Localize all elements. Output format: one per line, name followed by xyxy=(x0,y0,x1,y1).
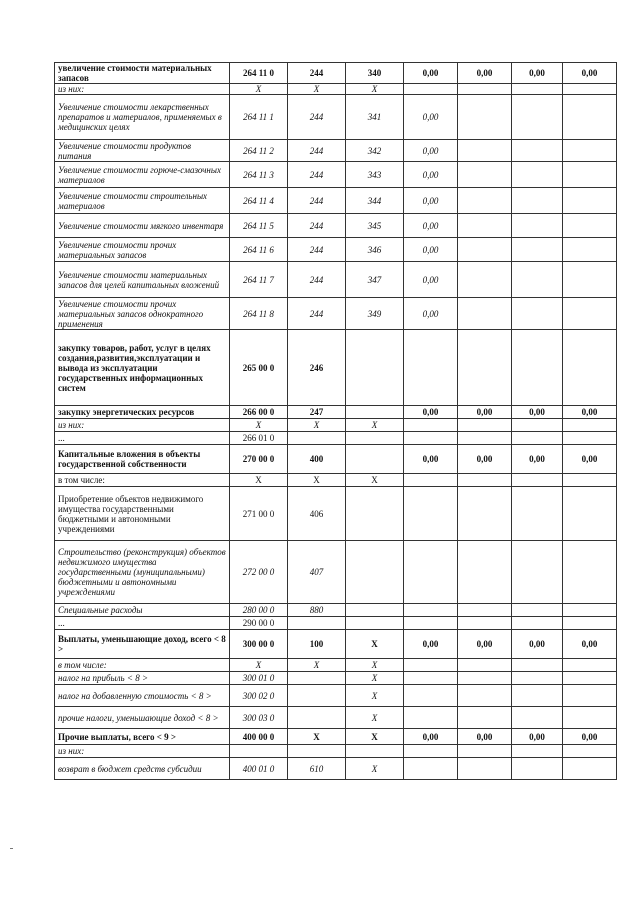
kvr-code-cell xyxy=(346,487,404,541)
kosgu-code-cell: X xyxy=(288,419,346,432)
value-1-cell xyxy=(404,432,458,445)
value-2-cell xyxy=(458,707,512,729)
kvr-code-cell: 344 xyxy=(346,188,404,214)
row-name-cell: Приобретение объектов недвижимого имущества государственными бюджетными и автономными учреждениями xyxy=(55,487,230,541)
row-name-cell: возврат в бюджет средств субсидии xyxy=(55,758,230,780)
table-row xyxy=(55,432,617,445)
row-code-cell: 300 03 0 xyxy=(230,707,288,729)
value-4-cell xyxy=(563,672,617,685)
value-1-cell xyxy=(404,419,458,432)
kvr-code-cell: X xyxy=(346,474,404,487)
value-3-cell xyxy=(512,214,563,238)
value-3-cell xyxy=(512,419,563,432)
row-code-cell: 266 00 0 xyxy=(230,406,288,419)
value-1-cell xyxy=(404,758,458,780)
table-row xyxy=(55,474,617,487)
row-code-cell: 264 11 1 xyxy=(230,95,288,140)
kosgu-code-cell: 407 xyxy=(288,541,346,604)
kosgu-code-cell: 244 xyxy=(288,262,346,298)
row-code-cell: X xyxy=(230,84,288,95)
kvr-code-cell: 340 xyxy=(346,63,404,84)
table-row xyxy=(55,63,617,84)
kvr-code-cell: 349 xyxy=(346,298,404,330)
kosgu-code-cell: 244 xyxy=(288,188,346,214)
value-1-cell: 0,00 xyxy=(404,63,458,84)
value-1-cell: 0,00 xyxy=(404,162,458,188)
kosgu-code-cell: 880 xyxy=(288,604,346,617)
value-4-cell xyxy=(563,659,617,672)
value-4-cell xyxy=(563,617,617,630)
row-code-cell: 265 00 0 xyxy=(230,330,288,406)
table-row xyxy=(55,745,617,758)
table-row xyxy=(55,406,617,419)
value-1-cell: 0,00 xyxy=(404,238,458,262)
kvr-code-cell xyxy=(346,745,404,758)
value-4-cell xyxy=(563,95,617,140)
value-2-cell: 0,00 xyxy=(458,445,512,474)
row-name-cell: закупку энергетических ресурсов xyxy=(55,406,230,419)
value-2-cell xyxy=(458,617,512,630)
value-1-cell xyxy=(404,685,458,707)
kosgu-code-cell: 244 xyxy=(288,298,346,330)
value-3-cell xyxy=(512,541,563,604)
value-4-cell xyxy=(563,758,617,780)
row-name-cell: Увеличение стоимости мягкого инвентаря xyxy=(55,214,230,238)
table-row xyxy=(55,729,617,745)
table-row xyxy=(55,685,617,707)
table-row xyxy=(55,758,617,780)
value-1-cell xyxy=(404,330,458,406)
table-row xyxy=(55,617,617,630)
table-row xyxy=(55,487,617,541)
row-code-cell: 290 00 0 xyxy=(230,617,288,630)
row-code-cell: 300 01 0 xyxy=(230,672,288,685)
table-row xyxy=(55,262,617,298)
value-3-cell xyxy=(512,685,563,707)
value-3-cell xyxy=(512,262,563,298)
value-4-cell: 0,00 xyxy=(563,445,617,474)
value-3-cell: 0,00 xyxy=(512,729,563,745)
kvr-code-cell: X xyxy=(346,685,404,707)
value-2-cell xyxy=(458,419,512,432)
value-1-cell: 0,00 xyxy=(404,445,458,474)
value-2-cell xyxy=(458,238,512,262)
value-3-cell xyxy=(512,84,563,95)
kvr-code-cell xyxy=(346,406,404,419)
table-row xyxy=(55,162,617,188)
row-code-cell: 264 11 5 xyxy=(230,214,288,238)
row-code-cell: 270 00 0 xyxy=(230,445,288,474)
row-code-cell: 300 00 0 xyxy=(230,630,288,659)
kvr-code-cell: X xyxy=(346,84,404,95)
row-code-cell: 272 00 0 xyxy=(230,541,288,604)
value-3-cell xyxy=(512,330,563,406)
row-code-cell: 280 00 0 xyxy=(230,604,288,617)
value-2-cell xyxy=(458,659,512,672)
value-3-cell xyxy=(512,707,563,729)
value-4-cell xyxy=(563,330,617,406)
value-4-cell xyxy=(563,707,617,729)
value-4-cell xyxy=(563,432,617,445)
kosgu-code-cell: 247 xyxy=(288,406,346,419)
row-name-cell: налог на прибыль < 8 > xyxy=(55,672,230,685)
scan-mark xyxy=(10,848,13,849)
row-name-cell: из них: xyxy=(55,84,230,95)
kvr-code-cell xyxy=(346,330,404,406)
value-4-cell: 0,00 xyxy=(563,63,617,84)
value-1-cell xyxy=(404,707,458,729)
value-2-cell xyxy=(458,162,512,188)
table-row xyxy=(55,445,617,474)
table-row xyxy=(55,95,617,140)
value-2-cell xyxy=(458,188,512,214)
value-1-cell: 0,00 xyxy=(404,214,458,238)
row-code-cell: 264 11 6 xyxy=(230,238,288,262)
kosgu-code-cell: 244 xyxy=(288,63,346,84)
kosgu-code-cell: 246 xyxy=(288,330,346,406)
row-code-cell: 264 11 8 xyxy=(230,298,288,330)
kvr-code-cell xyxy=(346,445,404,474)
row-name-cell: Увеличение стоимости лекарственных препаратов и материалов, применяемых в медицинских целях xyxy=(55,95,230,140)
kvr-code-cell: X xyxy=(346,630,404,659)
row-name-cell: Капитальные вложения в объекты государственной собственности xyxy=(55,445,230,474)
value-3-cell xyxy=(512,487,563,541)
row-name-cell: Строительство (реконструкция) объектов недвижимого имущества государственными (муниципальными) бюджетными и автономными учреждениями xyxy=(55,541,230,604)
value-1-cell: 0,00 xyxy=(404,406,458,419)
value-3-cell xyxy=(512,604,563,617)
row-name-cell: Увеличение стоимости продуктов питания xyxy=(55,140,230,162)
value-4-cell xyxy=(563,84,617,95)
kvr-code-cell xyxy=(346,604,404,617)
row-name-cell: Выплаты, уменьшающие доход, всего < 8 > xyxy=(55,630,230,659)
value-4-cell: 0,00 xyxy=(563,406,617,419)
value-1-cell xyxy=(404,84,458,95)
value-4-cell xyxy=(563,685,617,707)
value-4-cell xyxy=(563,419,617,432)
value-2-cell: 0,00 xyxy=(458,729,512,745)
value-2-cell xyxy=(458,262,512,298)
row-code-cell: 264 11 7 xyxy=(230,262,288,298)
row-code-cell: X xyxy=(230,474,288,487)
value-4-cell: 0,00 xyxy=(563,630,617,659)
row-code-cell: 300 02 0 xyxy=(230,685,288,707)
value-2-cell: 0,00 xyxy=(458,63,512,84)
value-4-cell: 0,00 xyxy=(563,729,617,745)
table-row xyxy=(55,659,617,672)
row-code-cell: 264 11 4 xyxy=(230,188,288,214)
row-code-cell: 400 01 0 xyxy=(230,758,288,780)
value-3-cell xyxy=(512,745,563,758)
value-2-cell: 0,00 xyxy=(458,630,512,659)
table-row xyxy=(55,238,617,262)
kosgu-code-cell: 244 xyxy=(288,95,346,140)
kosgu-code-cell: 400 xyxy=(288,445,346,474)
row-code-cell: 271 00 0 xyxy=(230,487,288,541)
row-name-cell: Увеличение стоимости материальных запасов для целей капитальных вложений xyxy=(55,262,230,298)
value-1-cell: 0,00 xyxy=(404,95,458,140)
row-name-cell: закупку товаров, работ, услуг в целях создания,развития,эксплуатации и вывода из эксплуатации государственных информационных систем xyxy=(55,330,230,406)
value-3-cell xyxy=(512,95,563,140)
table-row xyxy=(55,188,617,214)
expenses-table xyxy=(54,62,617,780)
table-row xyxy=(55,419,617,432)
value-1-cell: 0,00 xyxy=(404,298,458,330)
row-name-cell: Специальные расходы xyxy=(55,604,230,617)
value-3-cell xyxy=(512,298,563,330)
row-code-cell: 264 11 0 xyxy=(230,63,288,84)
value-1-cell xyxy=(404,541,458,604)
table-row xyxy=(55,604,617,617)
value-2-cell xyxy=(458,604,512,617)
row-name-cell: ... xyxy=(55,432,230,445)
value-1-cell xyxy=(404,672,458,685)
row-name-cell: прочие налоги, уменьшающие доход < 8 > xyxy=(55,707,230,729)
value-4-cell xyxy=(563,214,617,238)
kosgu-code-cell xyxy=(288,672,346,685)
value-2-cell xyxy=(458,758,512,780)
kosgu-code-cell: X xyxy=(288,729,346,745)
row-name-cell: из них: xyxy=(55,419,230,432)
kvr-code-cell: X xyxy=(346,707,404,729)
value-4-cell xyxy=(563,474,617,487)
value-1-cell: 0,00 xyxy=(404,140,458,162)
value-1-cell: 0,00 xyxy=(404,729,458,745)
kosgu-code-cell: X xyxy=(288,659,346,672)
row-name-cell: налог на добавленную стоимость < 8 > xyxy=(55,685,230,707)
kvr-code-cell: 341 xyxy=(346,95,404,140)
row-name-cell: Увеличение стоимости горюче-смазочных материалов xyxy=(55,162,230,188)
value-3-cell: 0,00 xyxy=(512,406,563,419)
value-2-cell xyxy=(458,685,512,707)
value-2-cell xyxy=(458,474,512,487)
kvr-code-cell: 346 xyxy=(346,238,404,262)
value-2-cell xyxy=(458,95,512,140)
kosgu-code-cell xyxy=(288,617,346,630)
value-2-cell: 0,00 xyxy=(458,406,512,419)
table-row xyxy=(55,330,617,406)
value-1-cell xyxy=(404,617,458,630)
table-row xyxy=(55,214,617,238)
value-3-cell xyxy=(512,188,563,214)
kosgu-code-cell: 244 xyxy=(288,214,346,238)
kvr-code-cell: 347 xyxy=(346,262,404,298)
row-code-cell: 264 11 2 xyxy=(230,140,288,162)
value-2-cell xyxy=(458,487,512,541)
value-3-cell: 0,00 xyxy=(512,63,563,84)
kosgu-code-cell xyxy=(288,685,346,707)
kosgu-code-cell: 244 xyxy=(288,238,346,262)
value-3-cell xyxy=(512,659,563,672)
value-3-cell xyxy=(512,140,563,162)
value-1-cell xyxy=(404,745,458,758)
row-name-cell: Прочие выплаты, всего < 9 > xyxy=(55,729,230,745)
table-row xyxy=(55,84,617,95)
value-3-cell: 0,00 xyxy=(512,630,563,659)
kvr-code-cell: X xyxy=(346,419,404,432)
value-4-cell xyxy=(563,238,617,262)
kosgu-code-cell: X xyxy=(288,84,346,95)
row-code-cell: X xyxy=(230,419,288,432)
value-4-cell xyxy=(563,298,617,330)
kvr-code-cell: X xyxy=(346,729,404,745)
value-3-cell xyxy=(512,672,563,685)
value-2-cell xyxy=(458,140,512,162)
value-1-cell: 0,00 xyxy=(404,630,458,659)
value-4-cell xyxy=(563,541,617,604)
value-1-cell xyxy=(404,487,458,541)
value-4-cell xyxy=(563,745,617,758)
value-2-cell xyxy=(458,432,512,445)
value-4-cell xyxy=(563,140,617,162)
kosgu-code-cell: 610 xyxy=(288,758,346,780)
value-3-cell xyxy=(512,474,563,487)
kosgu-code-cell xyxy=(288,707,346,729)
value-4-cell xyxy=(563,262,617,298)
row-name-cell: в том числе: xyxy=(55,659,230,672)
kvr-code-cell xyxy=(346,617,404,630)
kosgu-code-cell: 406 xyxy=(288,487,346,541)
value-2-cell xyxy=(458,745,512,758)
row-code-cell: 400 00 0 xyxy=(230,729,288,745)
kvr-code-cell: 343 xyxy=(346,162,404,188)
value-2-cell xyxy=(458,541,512,604)
row-name-cell: ... xyxy=(55,617,230,630)
row-code-cell: 264 11 3 xyxy=(230,162,288,188)
value-1-cell: 0,00 xyxy=(404,188,458,214)
table-row xyxy=(55,541,617,604)
value-4-cell xyxy=(563,487,617,541)
kosgu-code-cell: 244 xyxy=(288,140,346,162)
table-row xyxy=(55,630,617,659)
value-3-cell xyxy=(512,758,563,780)
value-1-cell xyxy=(404,659,458,672)
kvr-code-cell: X xyxy=(346,758,404,780)
value-4-cell xyxy=(563,604,617,617)
row-name-cell: Увеличение стоимости прочих материальных запасов xyxy=(55,238,230,262)
row-name-cell: увеличение стоимости материальных запасов xyxy=(55,63,230,84)
value-2-cell xyxy=(458,298,512,330)
value-1-cell xyxy=(404,604,458,617)
row-name-cell: из них: xyxy=(55,745,230,758)
row-code-cell xyxy=(230,745,288,758)
row-name-cell: Увеличение стоимости строительных материалов xyxy=(55,188,230,214)
value-4-cell xyxy=(563,162,617,188)
value-3-cell xyxy=(512,162,563,188)
row-name-cell: Увеличение стоимости прочих материальных запасов однократного применения xyxy=(55,298,230,330)
value-2-cell xyxy=(458,84,512,95)
value-3-cell xyxy=(512,617,563,630)
table-row xyxy=(55,707,617,729)
kvr-code-cell xyxy=(346,432,404,445)
kosgu-code-cell xyxy=(288,432,346,445)
table-row xyxy=(55,672,617,685)
row-code-cell: 266 01 0 xyxy=(230,432,288,445)
kvr-code-cell xyxy=(346,541,404,604)
value-2-cell xyxy=(458,330,512,406)
kosgu-code-cell: 244 xyxy=(288,162,346,188)
kvr-code-cell: 342 xyxy=(346,140,404,162)
kosgu-code-cell xyxy=(288,745,346,758)
kosgu-code-cell: X xyxy=(288,474,346,487)
kvr-code-cell: X xyxy=(346,659,404,672)
value-3-cell xyxy=(512,238,563,262)
kvr-code-cell: 345 xyxy=(346,214,404,238)
table-body xyxy=(55,63,617,780)
value-2-cell xyxy=(458,214,512,238)
table-row xyxy=(55,298,617,330)
row-code-cell: X xyxy=(230,659,288,672)
row-name-cell: в том числе: xyxy=(55,474,230,487)
value-1-cell xyxy=(404,474,458,487)
kosgu-code-cell: 100 xyxy=(288,630,346,659)
value-2-cell xyxy=(458,672,512,685)
value-3-cell: 0,00 xyxy=(512,445,563,474)
value-1-cell: 0,00 xyxy=(404,262,458,298)
kvr-code-cell: X xyxy=(346,672,404,685)
table-row xyxy=(55,140,617,162)
value-3-cell xyxy=(512,432,563,445)
value-4-cell xyxy=(563,188,617,214)
